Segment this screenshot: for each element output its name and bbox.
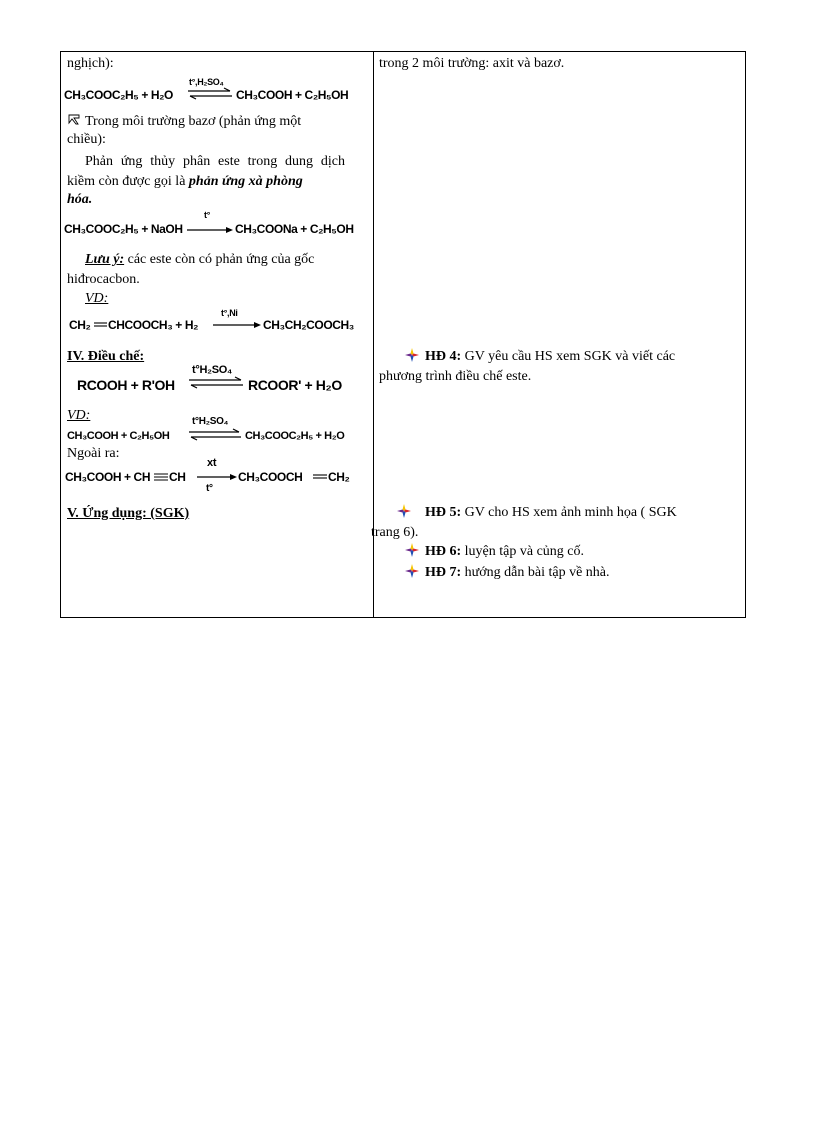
eq4-lhs: RCOOH + R'OH — [77, 377, 175, 393]
eq6-rhs-a: CH₃COOCH — [238, 470, 303, 484]
eq2-rhs: CH₃COONa + C₂H₅OH — [235, 222, 354, 236]
hd5-line2: trang 6). — [371, 525, 419, 540]
luuy-text: các este còn có phản ứng của gốc — [124, 252, 315, 267]
four-point-star-icon — [405, 543, 419, 557]
para-line3: hóa. — [67, 192, 93, 207]
hd4-text: GV yêu cầu HS xem SGK và viết các — [461, 349, 676, 364]
hd4-line2: phương trình điều chế este. — [379, 369, 532, 384]
double-bond-icon — [313, 474, 327, 480]
para-line2-prefix: kiềm còn được gọi là — [67, 174, 189, 189]
eq3-rhs: CH₃CH₂COOCH₃ — [263, 318, 354, 332]
hd7-text: hướng dẫn bài tập về nhà. — [461, 565, 610, 580]
lesson-table — [60, 51, 746, 618]
hd6-label: HĐ 6: — [425, 544, 462, 559]
reversible-arrow-icon — [189, 430, 241, 440]
pointer-arrow-icon — [68, 114, 80, 125]
section-v-title: V. Ứng dụng: (SGK) — [67, 506, 190, 521]
right-top-line: trong 2 môi trường: axit và bazơ. — [379, 56, 565, 71]
four-point-star-icon — [405, 348, 419, 362]
eq4-conditions: t°H₂SO₄ — [192, 364, 232, 376]
double-bond-icon — [94, 322, 107, 328]
forward-arrow-icon — [213, 321, 261, 329]
eq3-conditions: t°,Ni — [221, 308, 238, 318]
text-nghich: nghịch): — [67, 56, 114, 71]
reversible-arrow-icon — [189, 378, 243, 388]
eq5-lhs: CH₃COOH + C₂H₅OH — [67, 430, 170, 442]
eq6-lhs-b: CH — [169, 470, 186, 484]
hd7-label: HĐ 7: — [425, 565, 462, 580]
bazo-line2: chiều): — [67, 132, 106, 147]
hd6-text: luyện tập và củng cố. — [461, 544, 585, 559]
bazo-line1: Trong môi trường bazơ (phản ứng một — [85, 114, 302, 129]
eq4-rhs: RCOOR' + H₂O — [248, 377, 342, 393]
forward-arrow-icon — [197, 473, 237, 481]
eq6-condition-bottom: t° — [206, 483, 213, 494]
para-line1: Phản ứng thủy phân este trong dung dịch — [85, 154, 345, 169]
eq3-lhs-b: CHCOOCH₃ + H₂ — [108, 318, 199, 332]
hd5-line1 — [397, 504, 677, 522]
section-iv-title: IV. Điều chế: — [67, 349, 145, 364]
luuy-label: Lưu ý: — [85, 252, 125, 267]
saponification-term: phản ứng xà phòng — [188, 174, 303, 189]
eq6-lhs-a: CH₃COOH + CH — [65, 470, 151, 484]
hd4-label: HĐ 4: — [425, 349, 462, 364]
eq2-conditions: t° — [204, 210, 210, 220]
vd2-label: VD: — [67, 408, 91, 423]
eq6-rhs-b: CH₂ — [328, 470, 350, 484]
forward-arrow-icon — [187, 226, 233, 234]
eq6-condition-top: xt — [207, 457, 217, 469]
hd6-line — [405, 543, 584, 561]
eq2-lhs: CH₃COOC₂H₅ + NaOH — [64, 222, 183, 236]
hd5-label: HĐ 5: — [425, 505, 462, 520]
triple-bond-icon — [154, 473, 168, 481]
four-point-star-icon — [397, 504, 411, 518]
eq3-lhs-a: CH₂ — [69, 318, 91, 332]
hd4-line1 — [405, 348, 675, 366]
luuy-line2: hiđrocacbon. — [67, 272, 140, 287]
reversible-arrow-icon — [188, 89, 232, 99]
eq5-conditions: t°H₂SO₄ — [192, 416, 229, 427]
ngoai-ra-label: Ngoài ra: — [67, 446, 120, 461]
four-point-star-icon — [405, 564, 419, 578]
eq1-rhs: CH₃COOH + C₂H₅OH — [236, 88, 349, 102]
luuy-line1 — [85, 251, 314, 269]
eq5-rhs: CH₃COOC₂H₅ + H₂O — [245, 430, 345, 442]
hd5-text: GV cho HS xem ảnh minh họa ( SGK — [461, 505, 677, 520]
eq1-conditions: t°,H₂SO₄ — [189, 77, 224, 87]
hd7-line — [405, 564, 610, 582]
para-line2 — [67, 173, 303, 191]
vd1-label: VD: — [85, 291, 109, 306]
eq1-lhs: CH₃COOC₂H₅ + H₂O — [64, 88, 173, 102]
